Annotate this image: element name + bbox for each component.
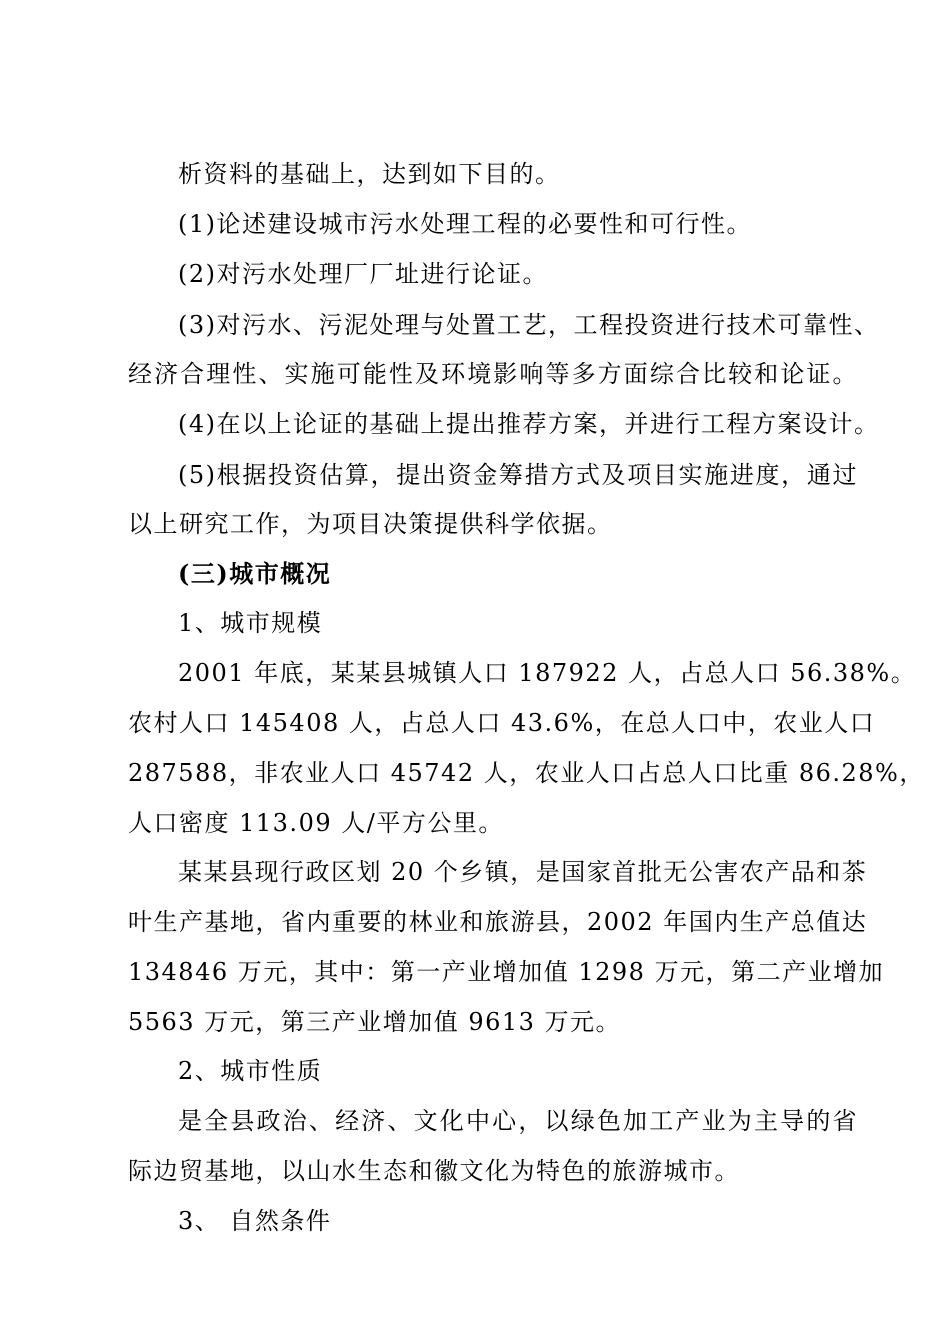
- section-heading: (三)城市概况: [178, 559, 332, 588]
- paragraph-line: 叶生产基地，省内重要的林业和旅游县，2002 年国内生产总值达: [128, 908, 868, 936]
- subsection-heading-3: 3、 自然条件: [178, 1207, 332, 1235]
- list-item-3-continuation: 经济合理性、实施可能性及环境影响等多方面综合比较和论证。: [128, 360, 858, 388]
- list-item-5: (5)根据投资估算，提出资金筹措方式及项目实施进度，通过: [178, 461, 858, 489]
- paragraph-line: 是全县政治、经济、文化中心，以绿色加工产业为主导的省: [178, 1107, 858, 1135]
- paragraph-line: 5563 万元，第三产业增加值 9613 万元。: [128, 1008, 622, 1036]
- paragraph-line: 析资料的基础上，达到如下目的。: [178, 160, 561, 188]
- paragraph-line: 际边贸基地，以山水生态和徽文化为特色的旅游城市。: [128, 1157, 740, 1185]
- subsection-heading-2: 2、城市性质: [178, 1057, 323, 1085]
- paragraph-line: 2001 年底，某某县城镇人口 187922 人，占总人口 56.38%。: [178, 659, 917, 687]
- paragraph-line: 人口密度 113.09 人/平方公里。: [128, 809, 504, 837]
- list-item-1: (1)论述建设城市污水处理工程的必要性和可行性。: [178, 210, 752, 238]
- paragraph-line: 某某县现行政区划 20 个乡镇，是国家首批无公害农产品和茶: [178, 858, 868, 886]
- paragraph-line: 农村人口 145408 人，占总人口 43.6%，在总人口中，农业人口: [128, 709, 876, 737]
- list-item-4: (4)在以上论证的基础上提出推荐方案，并进行工程方案设计。: [178, 410, 880, 438]
- list-item-5-continuation: 以上研究工作，为项目决策提供科学依据。: [128, 510, 613, 538]
- subsection-heading-1: 1、城市规模: [178, 609, 323, 637]
- list-item-3: (3)对污水、污泥处理与处置工艺，工程投资进行技术可靠性、: [178, 311, 880, 339]
- paragraph-line: 287588，非农业人口 45742 人，农业人口占总人口比重 86.28%，: [128, 759, 925, 787]
- list-item-2: (2)对污水处理厂厂址进行论证。: [178, 260, 548, 288]
- paragraph-line: 134846 万元，其中：第一产业增加值 1298 万元，第二产业增加: [128, 958, 885, 986]
